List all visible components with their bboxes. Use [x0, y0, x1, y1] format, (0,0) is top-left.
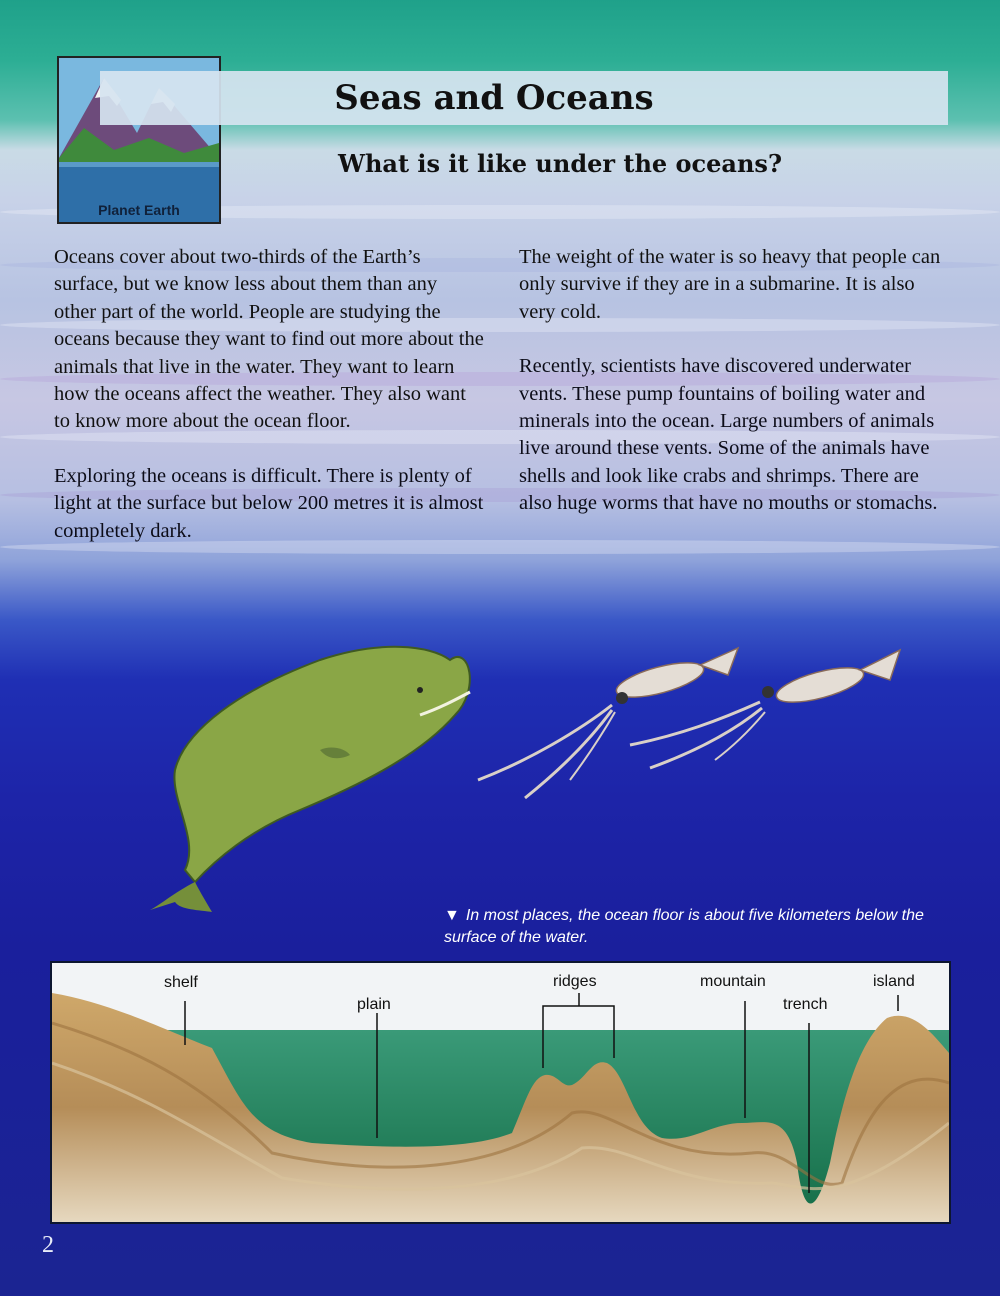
- trench-label: trench: [783, 996, 828, 1013]
- squid-illustration: [478, 648, 738, 798]
- shelf-label: shelf: [164, 974, 198, 991]
- paragraph: Recently, scientists have discovered underwater vents. These pump fountains of boiling water and minerals into the ocean. Large numbers of animals live around these vents. Some of the animals have shells and look like crabs and shrimps. There are also huge worms that have no mouths or stomachs.: [519, 355, 938, 515]
- left-column: [54, 244, 484, 572]
- diagram-caption: [444, 905, 944, 949]
- sperm-whale-illustration: [150, 647, 470, 912]
- caption-text: In most places, the ocean floor is about five kilometers below the surface of the water.: [444, 907, 924, 946]
- badge-label: Planet Earth: [98, 202, 180, 218]
- plain-label: plain: [357, 996, 391, 1013]
- paragraph: Oceans cover about two-thirds of the Earth’s surface, but we know less about them than any other part of the world. People are studying the oceans because they want to find out more about the animals that live in the water. They want to learn how the oceans affect the weather. They also want to know more about the ocean floor.: [54, 246, 484, 433]
- right-column: [519, 244, 949, 545]
- ridges-label: ridges: [553, 973, 597, 990]
- whale-and-squid-illustration: [0, 620, 1000, 920]
- triangle-down-icon: ▼: [444, 907, 460, 924]
- page-title: Seas and Oceans: [334, 78, 654, 118]
- mountain-label: mountain: [700, 973, 766, 990]
- page-subtitle: What is it like under the oceans?: [338, 149, 782, 178]
- island-label: island: [873, 973, 915, 990]
- paragraph: The weight of the water is so heavy that people can only survive if they are in a submarine. It is also very cold.: [519, 246, 941, 323]
- ocean-floor-diagram: [50, 961, 951, 1224]
- paragraph: Exploring the oceans is difficult. There is plenty of light at the surface but below 200 metres it is almost completely dark.: [54, 464, 484, 542]
- page-number: 2: [42, 1232, 54, 1258]
